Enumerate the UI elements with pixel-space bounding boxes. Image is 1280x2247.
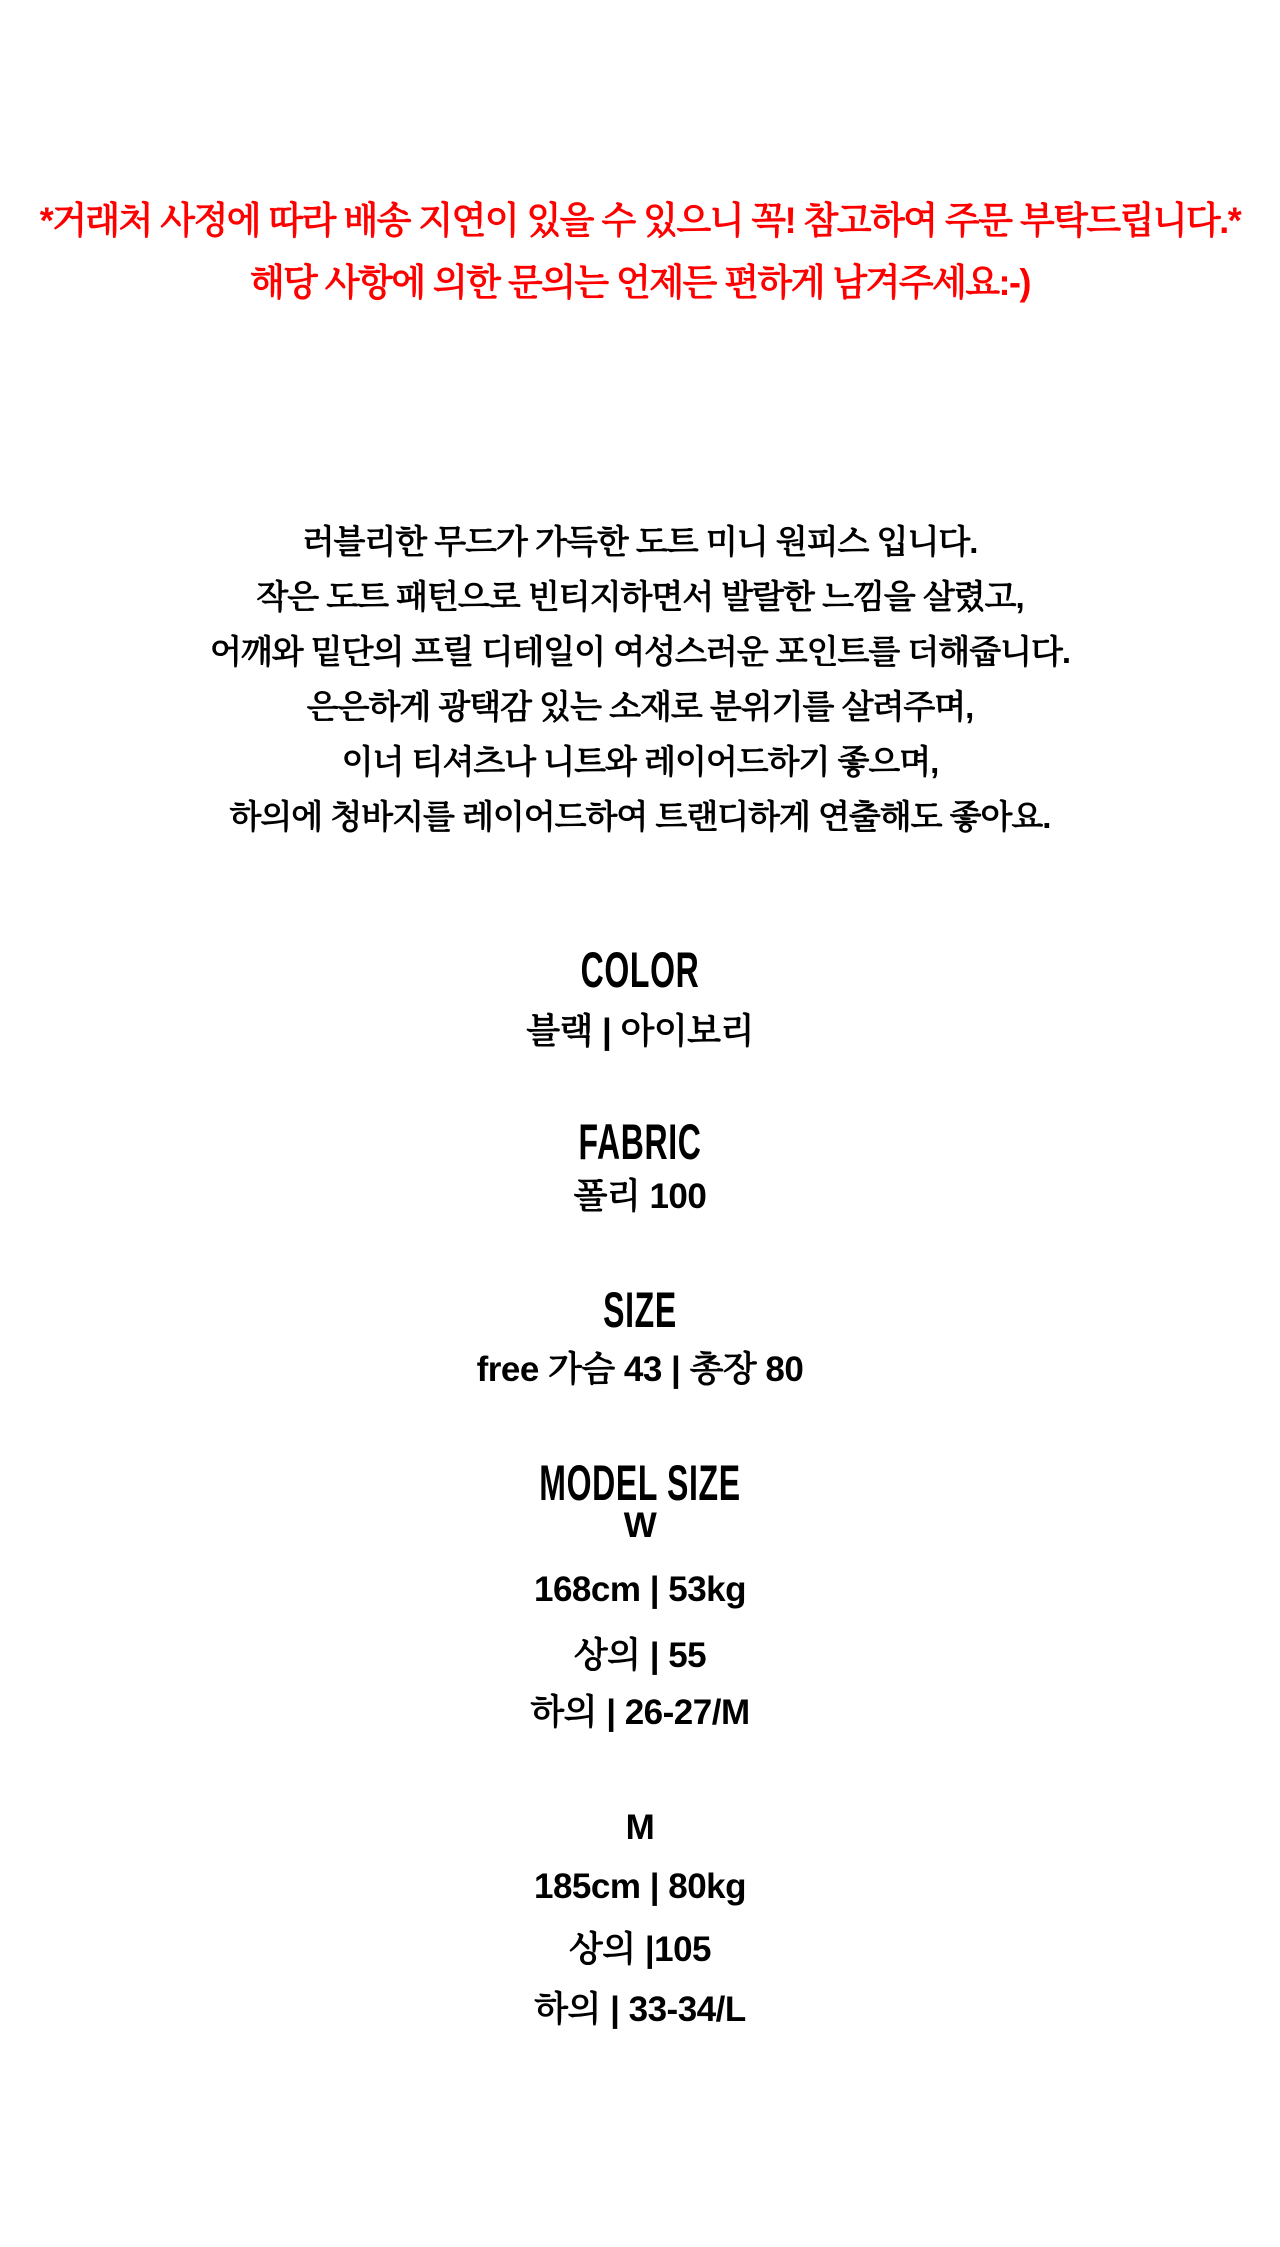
model-size-female-bottom: 하의 | 26-27/M <box>530 1693 750 1732</box>
size-section-heading: SIZE <box>603 1282 677 1338</box>
product-description-line-5: 이너 티셔츠나 니트와 레이어드하기 좋으며, <box>341 743 939 780</box>
model-size-female-top: 상의 | 55 <box>573 1636 707 1675</box>
model-size-male-top: 상의 |105 <box>568 1930 712 1969</box>
model-size-section-heading: MODEL SIZE <box>539 1455 741 1511</box>
product-description-line-2: 작은 도트 패턴으로 빈티지하면서 발랄한 느낌을 살렸고, <box>256 578 1024 615</box>
product-description-line-3: 어깨와 밑단의 프릴 디테일이 여성스러운 포인트를 더해줍니다. <box>209 633 1070 670</box>
model-size-male-height-weight: 185cm | 80kg <box>534 1867 746 1906</box>
fabric-section-heading: FABRIC <box>578 1114 702 1170</box>
product-description-line-1: 러블리한 무드가 가득한 도트 미니 원피스 입니다. <box>302 523 978 560</box>
color-section-heading: COLOR <box>580 942 700 998</box>
product-description-line-4: 은은하게 광택감 있는 소재로 분위기를 살려주며, <box>306 688 974 725</box>
fabric-section-value: 폴리 100 <box>573 1177 707 1216</box>
shipping-notice-line-2: 해당 사항에 의한 문의는 언제든 편하게 남겨주세요:-) <box>249 262 1031 303</box>
model-size-male-label: M <box>625 1808 655 1847</box>
product-description-line-6: 하의에 청바지를 레이어드하여 트랜디하게 연출해도 좋아요. <box>229 798 1051 835</box>
color-section-value: 블랙 | 아이보리 <box>526 1012 754 1051</box>
model-size-female-label: W <box>623 1506 657 1545</box>
model-size-male-bottom: 하의 | 33-34/L <box>534 1990 746 2029</box>
size-section-value: free 가슴 43 | 총장 80 <box>476 1350 804 1389</box>
model-size-female-height-weight: 168cm | 53kg <box>534 1570 746 1609</box>
shipping-notice-line-1: *거래처 사정에 따라 배송 지연이 있을 수 있으니 꼭! 참고하여 주문 부탁드립니다.* <box>39 200 1241 241</box>
